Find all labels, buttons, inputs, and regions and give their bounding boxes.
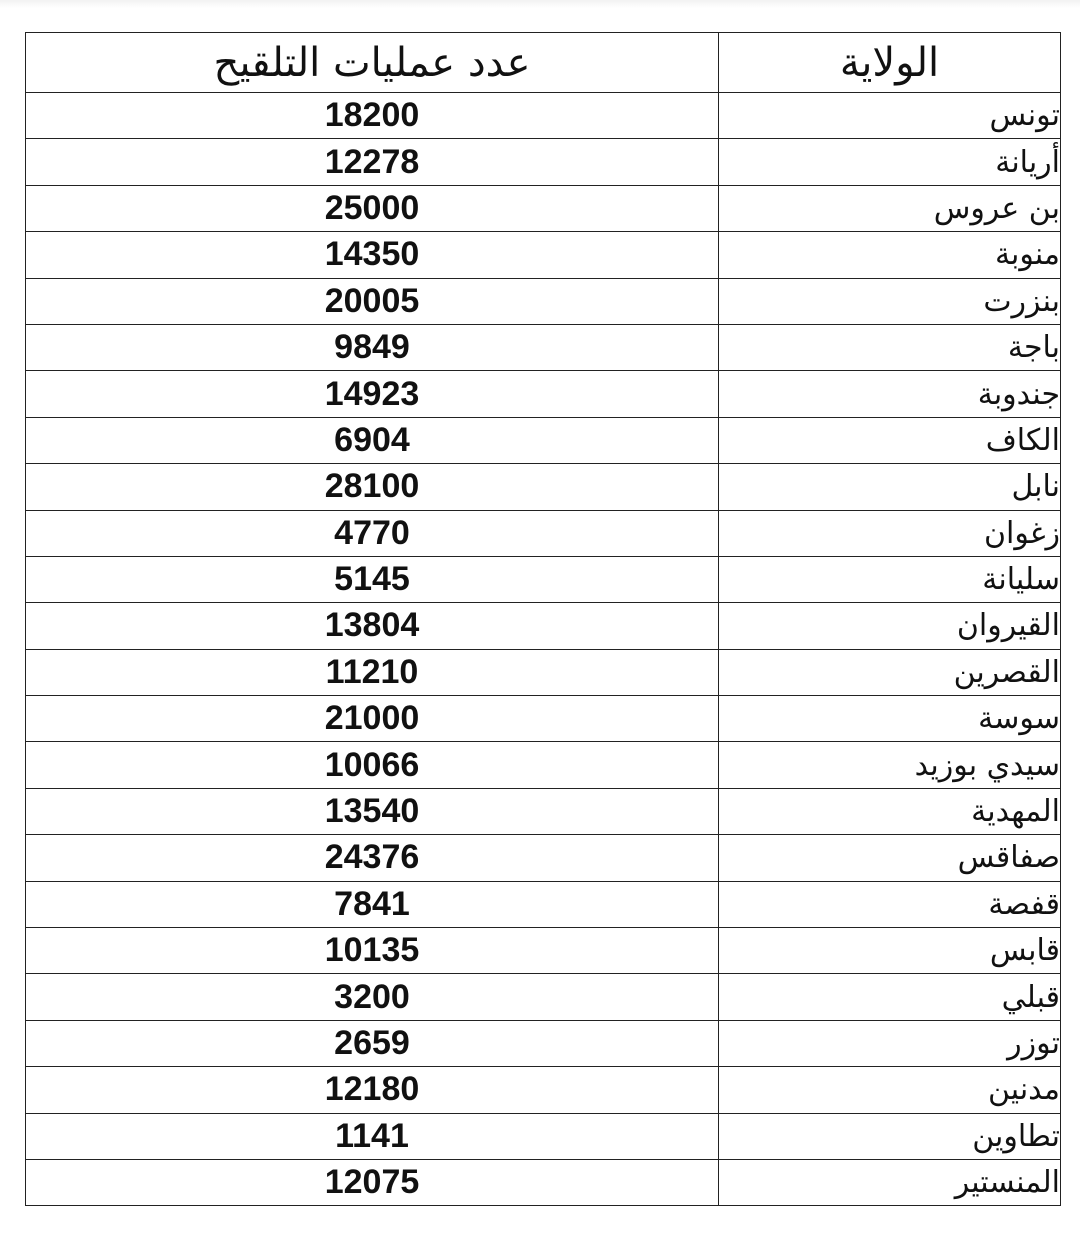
- table-row: [26, 603, 1061, 649]
- table-body: [26, 93, 1061, 1206]
- governorate-cell: تطاوين: [719, 1113, 1061, 1159]
- table-row: [26, 1020, 1061, 1066]
- table-row: [26, 835, 1061, 881]
- table-row: [26, 139, 1061, 185]
- vaccinations-cell: 14923: [26, 371, 719, 417]
- table-row: [26, 788, 1061, 834]
- vaccinations-cell: 10135: [26, 928, 719, 974]
- table-row: [26, 696, 1061, 742]
- governorate-cell: صفاقس: [719, 835, 1061, 881]
- governorate-cell: بنزرت: [719, 278, 1061, 324]
- governorate-cell: نابل: [719, 464, 1061, 510]
- vaccinations-cell: 10066: [26, 742, 719, 788]
- governorate-cell: بن عروس: [719, 185, 1061, 231]
- governorate-cell: سيدي بوزيد: [719, 742, 1061, 788]
- table-row: [26, 324, 1061, 370]
- governorate-cell: أريانة: [719, 139, 1061, 185]
- vaccinations-cell: 13540: [26, 788, 719, 834]
- vaccinations-cell: 20005: [26, 278, 719, 324]
- table-row: [26, 1113, 1061, 1159]
- vaccinations-cell: 12075: [26, 1159, 719, 1205]
- governorate-cell: القيروان: [719, 603, 1061, 649]
- vaccinations-cell: 2659: [26, 1020, 719, 1066]
- table-row: [26, 510, 1061, 556]
- governorate-cell: جندوبة: [719, 371, 1061, 417]
- governorate-cell: المهدية: [719, 788, 1061, 834]
- vaccinations-cell: 24376: [26, 835, 719, 881]
- vaccinations-cell: 7841: [26, 881, 719, 927]
- table-row: [26, 974, 1061, 1020]
- governorate-cell: المنستير: [719, 1159, 1061, 1205]
- table-row: [26, 417, 1061, 463]
- governorate-cell: سوسة: [719, 696, 1061, 742]
- table-row: [26, 1159, 1061, 1205]
- governorate-cell: باجة: [719, 324, 1061, 370]
- governorate-cell: قفصة: [719, 881, 1061, 927]
- governorate-cell: سليانة: [719, 556, 1061, 602]
- governorate-cell: القصرين: [719, 649, 1061, 695]
- table-row: [26, 742, 1061, 788]
- vaccinations-cell: 18200: [26, 93, 719, 139]
- table-row: [26, 556, 1061, 602]
- vaccination-table: [25, 32, 1061, 1206]
- top-edge-shadow: [0, 0, 1080, 8]
- vaccinations-cell: 21000: [26, 696, 719, 742]
- vaccinations-cell: 28100: [26, 464, 719, 510]
- governorate-cell: توزر: [719, 1020, 1061, 1066]
- governorate-cell: قبلي: [719, 974, 1061, 1020]
- table-header-row: [26, 33, 1061, 93]
- table-row: [26, 371, 1061, 417]
- vaccinations-column-header: عدد عمليات التلقيح: [26, 33, 719, 93]
- table-row: [26, 649, 1061, 695]
- vaccinations-cell: 12180: [26, 1067, 719, 1113]
- vaccinations-cell: 12278: [26, 139, 719, 185]
- governorate-cell: منوبة: [719, 232, 1061, 278]
- governorate-cell: قابس: [719, 928, 1061, 974]
- table-row: [26, 93, 1061, 139]
- table-row: [26, 464, 1061, 510]
- governorate-column-header: الولاية: [719, 33, 1061, 93]
- vaccinations-cell: 3200: [26, 974, 719, 1020]
- vaccinations-cell: 9849: [26, 324, 719, 370]
- vaccinations-cell: 4770: [26, 510, 719, 556]
- table-row: [26, 928, 1061, 974]
- vaccinations-cell: 6904: [26, 417, 719, 463]
- vaccinations-cell: 5145: [26, 556, 719, 602]
- vaccinations-cell: 13804: [26, 603, 719, 649]
- vaccinations-cell: 11210: [26, 649, 719, 695]
- governorate-cell: مدنين: [719, 1067, 1061, 1113]
- vaccinations-cell: 25000: [26, 185, 719, 231]
- table-row: [26, 278, 1061, 324]
- table-row: [26, 232, 1061, 278]
- vaccinations-cell: 14350: [26, 232, 719, 278]
- governorate-cell: تونس: [719, 93, 1061, 139]
- governorate-cell: زغوان: [719, 510, 1061, 556]
- table-row: [26, 881, 1061, 927]
- table-row: [26, 1067, 1061, 1113]
- table-row: [26, 185, 1061, 231]
- vaccinations-cell: 1141: [26, 1113, 719, 1159]
- governorate-cell: الكاف: [719, 417, 1061, 463]
